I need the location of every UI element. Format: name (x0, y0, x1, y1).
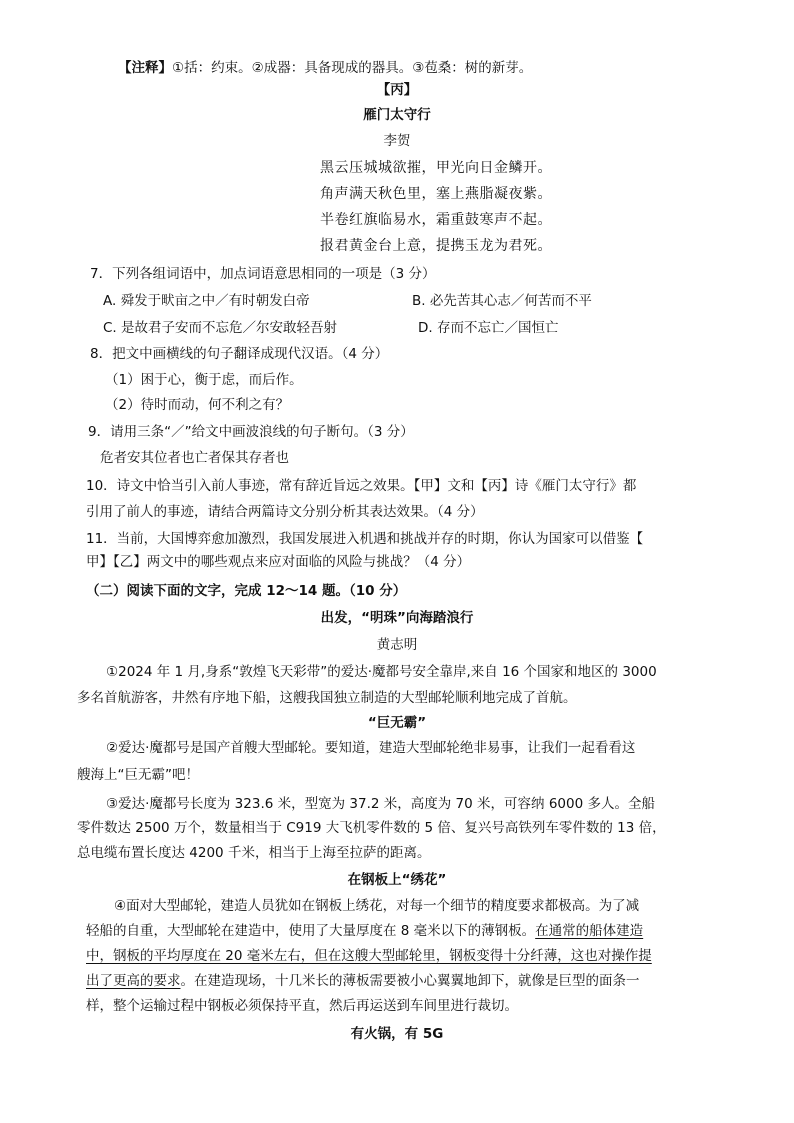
paragraph-1-line: ①2024 年 1 月,身系“敦煌飞天彩带”的爱达·魔都号安全靠岸,来自 16 个国家和地区的 3000 (106, 664, 657, 680)
poem-title: 雁门太守行 (363, 107, 431, 123)
paragraph-1-line: 多名首航游客，井然有序地下船，这艘我国独立制造的大型邮轮顺利地完成了首航。 (77, 690, 577, 706)
q8-item-2: （2）待时而动，何不利之有？ (105, 397, 290, 413)
q9-stem: 9．请用三条“／”给文中画波浪线的句子断句。（3 分） (88, 424, 414, 440)
article-title: 出发，“明珠”向海踏浪行 (320, 610, 474, 626)
subheading-3: 有火锅，有 5G (350, 1026, 444, 1042)
paragraph-4-line (86, 971, 640, 991)
poem-author: 李贺 (383, 133, 411, 149)
q7-option-d: D. 存而不忘亡／国恒亡 (418, 320, 559, 336)
underlined-sentence: 出了更高的要求 (86, 973, 181, 989)
q7-option-c: C. 是故君子安而不忘危／尔安敢轻吾射 (103, 320, 338, 336)
paragraph-2-line: 艘海上“巨无霸”吧！ (77, 767, 199, 783)
section-bing-marker: 【丙】 (376, 82, 418, 98)
subheading-2: 在钢板上“绣花” (347, 872, 447, 888)
q7-option-b: B. 必先苦其心志／何苦而不平 (412, 293, 592, 309)
underlined-sentence: 中，钢板的平均厚度在 20 毫米左右，但在这艘大型邮轮里，钢板变得十分纤薄，这也对操作提 (86, 948, 652, 964)
q11-line-1: 11．当前，大国博弈愈加激烈，我国发展进入机遇和挑战并存的时期，你认为国家可以借鉴【 (86, 531, 644, 547)
paragraph-4-line: ④面对大型邮轮，建造人员犹如在钢板上绣花，对每一个细节的精度要求都极高。为了减 (114, 898, 640, 914)
poem-line: 角声满天秋色里，塞上燕脂凝夜紫。 (320, 186, 552, 202)
q11-line-2: 甲】【乙】两文中的哪些观点来应对面临的风险与挑战？（4 分） (86, 554, 471, 570)
paragraph-3-line: 零件数达 2500 万个，数量相当于 C919 大飞机零件数的 5 倍、复兴号高铁列车零件数的 13 倍， (77, 820, 666, 836)
notes-label: 【注释】 (118, 60, 172, 76)
q10-line-2: 引用了前人的事迹，请结合两篇诗文分别分析其表达效果。（4 分） (86, 504, 484, 520)
poem-line: 黑云压城城欲摧，甲光向日金鳞开。 (320, 160, 552, 176)
poem-line: 报君黄金台上意，提携玉龙为君死。 (320, 238, 552, 254)
q9-sentence: 危者安其位者也亡者保其存者也 (100, 450, 289, 466)
paragraph-4-line (86, 921, 643, 941)
underlined-sentence: 在通常的船体建造 (535, 923, 644, 939)
paragraph-2-line: ②爱达·魔都号是国产首艘大型邮轮。要知道，建造大型邮轮绝非易事，让我们一起看看这 (106, 740, 636, 756)
q8-stem: 8．把文中画横线的句子翻译成现代汉语。（4 分） (90, 346, 389, 362)
paragraph-3-line: ③爱达·魔都号长度为 323.6 米，型宽为 37.2 米，高度为 70 米，可容纳 6000 多人。全船 (106, 796, 655, 812)
paragraph-4-text: 轻船的自重，大型邮轮在建造中，使用了大量厚度在 8 毫米以下的薄钢板。 (86, 923, 536, 939)
paragraph-4-text: 。在建造现场，十几米长的薄板需要被小心翼翼地卸下，就像是巨型的面条一 (180, 973, 640, 989)
part2-heading: （二）阅读下面的文字，完成 12～14 题。（10 分） (86, 583, 407, 599)
notes-text: ①括：约束。②成器：具备现成的器具。③苞桑：树的新芽。 (172, 60, 533, 76)
poem-line: 半卷红旗临易水，霜重鼓寒声不起。 (320, 212, 552, 228)
paragraph-3-line: 总电缆布置长度达 4200 千米，相当于上海至拉萨的距离。 (77, 845, 431, 861)
subheading-1: “巨无霸” (367, 715, 427, 731)
q10-line-1: 10．诗文中恰当引入前人事迹，常有辞近旨远之效果。【甲】文和【丙】诗《雁门太守行》都 (86, 478, 637, 494)
article-author: 黄志明 (376, 637, 418, 653)
q8-item-1: （1）困于心，衡于虑，而后作。 (105, 372, 303, 388)
q7-stem: 7．下列各组词语中，加点词语意思相同的一项是（3 分） (90, 266, 436, 282)
q7-option-a: A. 舜发于畎亩之中／有时朝发白帝 (103, 293, 310, 309)
notes-line (118, 58, 532, 78)
paragraph-4-line: 样，整个运输过程中钢板必须保持平直，然后再运送到车间里进行裁切。 (86, 998, 518, 1014)
